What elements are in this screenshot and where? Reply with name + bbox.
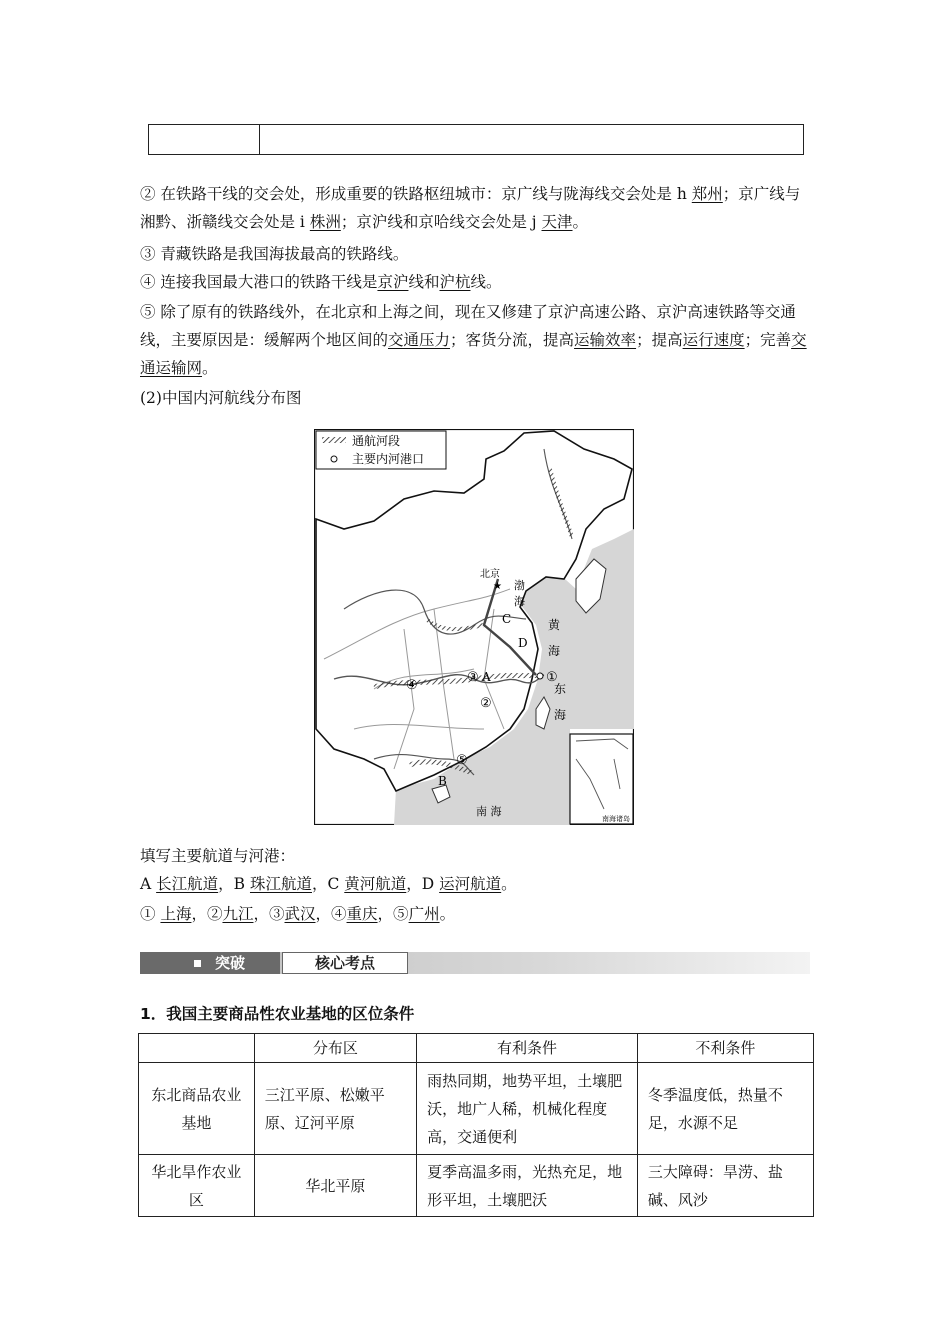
- paragraph-largest-port: [140, 268, 812, 296]
- section-banner: [140, 948, 810, 978]
- text: ，④: [315, 905, 347, 923]
- answer-running-speed: 运行速度: [682, 331, 745, 349]
- label-route-b: B: [438, 774, 447, 788]
- banner-tag-breakthrough: [140, 952, 280, 974]
- banner-tag-core-points: 核心考点: [282, 952, 408, 974]
- answer-port-5: 广州: [408, 905, 440, 923]
- paragraph-qinghai-tibet: ③ 青藏铁路是我国海拔最高的铁路线。: [140, 245, 409, 263]
- table-row: [139, 1063, 814, 1155]
- table-row: [139, 1155, 814, 1217]
- text: ，B: [218, 875, 250, 893]
- table-cell: 华北旱作农业区: [139, 1155, 255, 1217]
- table-header: 不利条件: [637, 1034, 813, 1063]
- paragraph-railway-hubs: [140, 180, 812, 236]
- table-cell: 三江平原、松嫩平原、辽河平原: [254, 1063, 416, 1155]
- label-port-3: ③: [467, 670, 479, 685]
- table-cell: 三大障碍：旱涝、盐碱、风沙: [637, 1155, 813, 1217]
- text: 线。: [470, 273, 502, 291]
- text: ；客货分流，提高: [450, 331, 575, 349]
- legend-port-label: 主要内河港口: [352, 452, 425, 466]
- text: ② 在铁路干线的交会处，形成重要的铁路枢纽城市：京广线与陇海线交会处是 h: [140, 185, 692, 203]
- square-icon: [194, 960, 201, 967]
- answer-zhengzhou: 郑州: [691, 185, 723, 203]
- answer-zhuzhou: 株洲: [309, 213, 341, 231]
- answer-route-b: 珠江航道: [249, 875, 312, 893]
- answer-transport-network: 交通运输网: [140, 331, 807, 377]
- text: 。: [501, 875, 517, 893]
- text: ，C: [311, 875, 345, 893]
- text: A: [140, 875, 157, 893]
- table-header-row: [139, 1034, 814, 1063]
- table-cell: 华北平原: [254, 1155, 416, 1217]
- text: ，D: [406, 875, 440, 893]
- table-header: [139, 1034, 255, 1063]
- text: 线和: [408, 273, 440, 291]
- table-cell: 东北商品农业基地: [139, 1063, 255, 1155]
- label-port-2: ②: [480, 696, 492, 711]
- answer-huhang: 沪杭: [439, 273, 471, 291]
- label-beijing: 北京: [480, 569, 500, 580]
- beijing-star-icon: ★: [493, 581, 502, 592]
- south-china-sea-inset: [570, 734, 633, 824]
- fill-intro: 填写主要航道与河港：: [140, 847, 296, 865]
- answer-route-a: 长江航道: [156, 875, 219, 893]
- table-cell: 夏季高温多雨，光热充足，地形平坦，土壤肥沃: [417, 1155, 638, 1217]
- text: ；京广线与湘黔、浙赣线交会处是 i: [140, 185, 801, 231]
- label-huanghai: 海: [548, 644, 561, 658]
- text: ，⑤: [377, 905, 409, 923]
- table-cell: 冬季温度低，热量不足，水源不足: [637, 1063, 813, 1155]
- text: 。: [439, 905, 456, 923]
- legend-port-symbol: [331, 456, 337, 462]
- label-route-a: A: [482, 670, 491, 684]
- agri-base-table: [138, 1033, 814, 1217]
- fill-waterways: [140, 870, 812, 898]
- answer-port-4: 重庆: [346, 905, 378, 923]
- label-nanhai: 南 海: [476, 805, 502, 818]
- label-donghai: 海: [554, 708, 567, 722]
- answer-transport-efficiency: 运输效率: [574, 331, 637, 349]
- answer-port-2: 九江: [222, 905, 254, 923]
- label-bohai: 渤: [514, 579, 525, 592]
- legend-waterway-label: 通航河段: [352, 434, 401, 448]
- text: ①: [140, 905, 161, 923]
- inset-label: 南海诸岛: [602, 815, 630, 823]
- answer-tianjin: 天津: [541, 213, 573, 231]
- label-route-c: C: [502, 612, 512, 626]
- label-port-1: ①: [546, 670, 558, 685]
- fill-ports: [140, 900, 812, 928]
- text: ，②: [191, 905, 223, 923]
- legend-waterway-swatch: [322, 437, 346, 443]
- label-route-d: D: [518, 636, 528, 650]
- answer-route-d: 运河航道: [439, 875, 502, 893]
- text: ，③: [253, 905, 285, 923]
- banner-tag1-label: 突破: [215, 954, 246, 972]
- text: 。: [202, 359, 218, 377]
- label-port-4: ④: [406, 678, 418, 693]
- text: 。: [572, 213, 589, 231]
- text: ；提高: [636, 331, 683, 349]
- table-header: 分布区: [254, 1034, 416, 1063]
- answer-jinghu: 京沪: [377, 273, 409, 291]
- top-table-fragment: [148, 124, 804, 155]
- text: ⑤ 除了原有的铁路线外，在北京和上海之间，现在又修建了京沪高速公路、京沪高速铁路等交通线，主要原因是：缓解两个地区间的: [140, 303, 796, 349]
- table-cell: 雨热同期，地势平坦，土壤肥沃，地广人稀，机械化程度高，交通便利: [417, 1063, 638, 1155]
- top-table-cell: [260, 125, 804, 155]
- answer-port-1: 上海: [160, 905, 192, 923]
- label-port-5: ⑤: [456, 753, 468, 768]
- map-caption: (2)中国内河航线分布图: [140, 389, 302, 407]
- answer-route-c: 黄河航道: [344, 875, 407, 893]
- inland-waterway-map: [314, 429, 634, 825]
- text: ；完善: [744, 331, 792, 349]
- paragraph-highspeed-reasons: [140, 298, 812, 382]
- label-donghai: 东: [554, 682, 567, 696]
- top-table-cell: [149, 125, 260, 155]
- answer-traffic-pressure: 交通压力: [388, 331, 451, 349]
- answer-port-3: 武汉: [284, 905, 316, 923]
- port-marker: [537, 673, 543, 679]
- label-huanghai: 黄: [548, 618, 561, 632]
- text: ④ 连接我国最大港口的铁路干线是: [140, 273, 378, 291]
- text: ；京沪线和京哈线交会处是 j: [340, 213, 542, 231]
- table-header: 有利条件: [417, 1034, 638, 1063]
- label-bohai: 海: [514, 595, 525, 608]
- section-heading: 1．我国主要商品性农业基地的区位条件: [140, 1005, 415, 1023]
